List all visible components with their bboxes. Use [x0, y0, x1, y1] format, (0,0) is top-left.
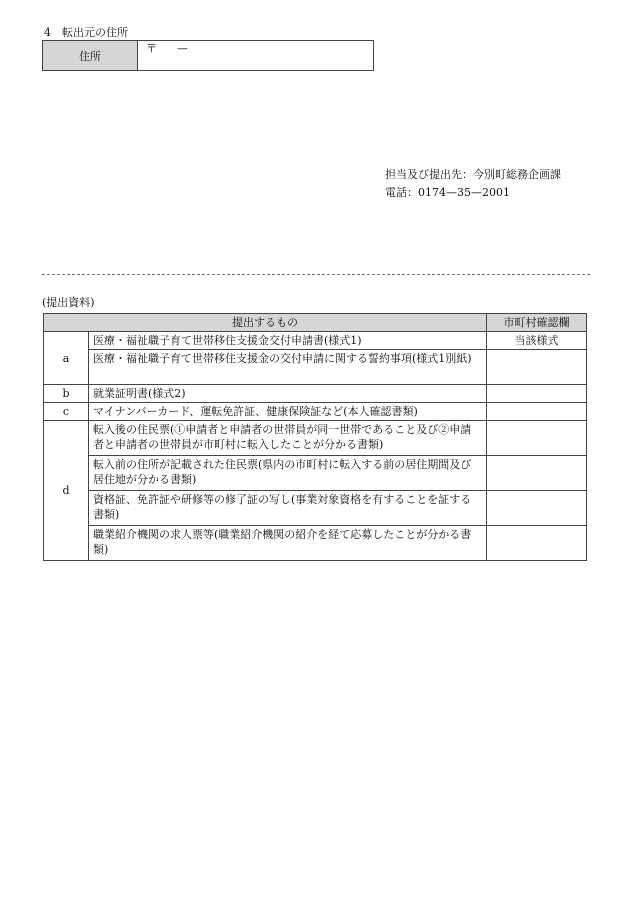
table-row	[44, 526, 587, 561]
table-row	[44, 421, 587, 456]
table-row	[44, 403, 587, 421]
check-cell[interactable]	[487, 456, 587, 491]
section-4-heading: 4 転出元の住所	[44, 26, 128, 39]
check-cell[interactable]	[487, 421, 587, 456]
table-row	[44, 491, 587, 526]
postal-dash: —	[177, 42, 188, 55]
document-name: マイナンバーカード、運転免許証、健康保険証など(本人確認書類)	[89, 403, 487, 421]
table-header-row	[44, 314, 587, 332]
document-name: 医療・福祉職子育て世帯移住支援金交付申請書(様式1)	[89, 332, 487, 350]
phone-text: 電話：0174—35—2001	[385, 186, 510, 199]
address-table	[42, 40, 374, 71]
category-cell: a	[44, 332, 89, 385]
document-name: 転入前の住所が記載された住民票(県内の市町村に転入する前の居住期間及び居住地が分かる書類)	[89, 456, 487, 491]
check-cell[interactable]	[487, 526, 587, 561]
documents-title: (提出資料)	[42, 296, 95, 309]
document-name: 転入後の住民票(①申請者と申請者の世帯員が同一世帯であること及び②申請者と申請者の世帯員が市町村に転入したことが分かる書類)	[89, 421, 487, 456]
postal-mark: 〒	[146, 42, 157, 55]
table-row	[44, 456, 587, 491]
category-cell: d	[44, 421, 89, 561]
header-check: 市町村確認欄	[487, 314, 587, 332]
address-label: 住所	[43, 41, 138, 71]
check-cell[interactable]	[487, 491, 587, 526]
documents-table	[43, 313, 587, 561]
document-name: 就業証明書(様式2)	[89, 385, 487, 403]
submit-to-text: 担当及び提出先：今別町総務企画課	[385, 168, 561, 181]
table-row	[44, 385, 587, 403]
document-name: 資格証、免許証や研修等の修了証の写し(事業対象資格を有することを証する書類)	[89, 491, 487, 526]
address-field[interactable]	[138, 41, 374, 71]
table-row	[44, 332, 587, 350]
check-cell[interactable]	[487, 385, 587, 403]
document-name: 職業紹介機関の求人票等(職業紹介機関の紹介を経て応募したことが分かる書類)	[89, 526, 487, 561]
check-cell[interactable]	[487, 403, 587, 421]
document-name: 医療・福祉職子育て世帯移住支援金の交付申請に関する誓約事項(様式1別紙)	[89, 350, 487, 385]
cut-line-divider	[42, 274, 590, 275]
header-item: 提出するもの	[44, 314, 487, 332]
category-cell: b	[44, 385, 89, 403]
table-row	[44, 350, 587, 385]
check-cell[interactable]: 当該様式	[487, 332, 587, 350]
category-cell: c	[44, 403, 89, 421]
contact-info	[385, 166, 561, 202]
check-cell[interactable]	[487, 350, 587, 385]
